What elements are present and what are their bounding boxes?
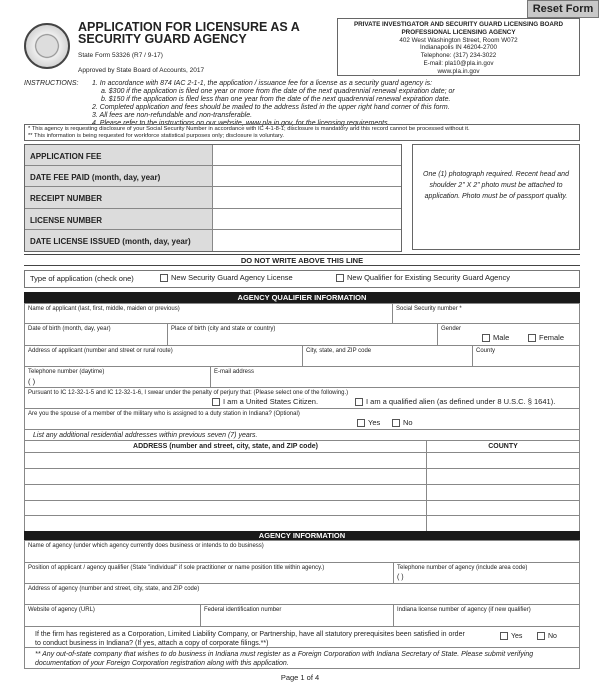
area-code-parens: ( )	[397, 574, 404, 581]
ssn-notice: * This agency is requesting disclosure of your Social Security Number in accordance with IC 4-1-8-1; disclosure is mandatory and this record cannot be processed without it.	[28, 126, 470, 132]
applicant-name-field[interactable]	[24, 303, 393, 324]
fee-label: DATE FEE PAID (month, day, year)	[25, 166, 213, 186]
new-license-label: New Security Guard Agency License	[171, 273, 293, 282]
prior-address-field[interactable]	[24, 484, 427, 501]
fee-label: RECEIPT NUMBER	[25, 187, 213, 207]
city-field[interactable]	[302, 345, 473, 367]
address-field[interactable]	[24, 345, 303, 367]
prior-county-field[interactable]	[426, 515, 580, 532]
instruction-item: 3. All fees are non-refundable and non-transferable.	[92, 112, 253, 119]
label: Website of agency (URL)	[28, 607, 95, 613]
form-title	[78, 21, 328, 77]
label: Female	[539, 333, 565, 342]
label: Place of birth (city and state or country)	[171, 326, 276, 332]
do-not-write-line: DO NOT WRITE ABOVE THIS LINE	[24, 254, 580, 266]
agency-name-field[interactable]	[24, 540, 580, 563]
position-field[interactable]	[24, 562, 394, 584]
alien-checkbox[interactable]	[355, 398, 363, 406]
page-number: Page 1 of 4	[280, 673, 320, 682]
prior-address-field[interactable]	[24, 468, 427, 485]
corp-no-checkbox[interactable]	[537, 632, 545, 640]
fee-label: APPLICATION FEE	[25, 145, 213, 165]
type-label: Type of application (check one)	[30, 274, 134, 283]
instruction-item: a. $300 if the application is filed one year or more from the date of the next quadrennial renewal expiration date; or	[101, 88, 455, 95]
label: No	[403, 418, 413, 427]
new-qualifier-label: New Qualifier for Existing Security Guard Agency	[347, 273, 510, 282]
new-license-checkbox[interactable]	[160, 274, 168, 282]
label: No	[548, 632, 557, 640]
label: Yes	[511, 632, 523, 640]
foreign-corporation-note: ** Any out-of-state company that wishes to do business in Indiana must register as a Foreign Corporation with Indiana Secretary of State. Please submit verifying documentation of your Foreign Corporation registration along with this application.	[24, 647, 580, 669]
corp-yes-checkbox[interactable]	[500, 632, 508, 640]
label: County	[476, 348, 496, 354]
prior-address-field[interactable]	[24, 500, 427, 516]
telephone: Telephone: (317) 234-3022	[420, 52, 497, 60]
label: Address of agency (number and street, city, state, and ZIP code)	[28, 586, 200, 592]
city: Indianapolis IN 46204-2700	[419, 44, 498, 52]
label: Gender	[441, 326, 462, 332]
phone-field[interactable]	[24, 366, 211, 388]
fee-label: DATE LICENSE ISSUED (month, day, year)	[25, 230, 213, 251]
title-text: APPLICATION FOR LICENSURE AS A SECURITY GUARD AGENCY	[78, 20, 300, 46]
prior-county-field[interactable]	[426, 484, 580, 501]
label: E-mail address	[214, 369, 255, 375]
county-field[interactable]	[472, 345, 580, 367]
prior-county-field[interactable]	[426, 500, 580, 516]
fee-label: LICENSE NUMBER	[25, 209, 213, 229]
approved-text: Approved by State Board of Accounts, 2017	[78, 67, 205, 74]
label: Date of birth (month, day, year)	[28, 326, 111, 332]
label: Social Security number *	[396, 306, 462, 312]
new-qualifier-checkbox[interactable]	[336, 274, 344, 282]
prior-county-field[interactable]	[426, 452, 580, 469]
prior-address-field[interactable]	[24, 515, 427, 532]
receipt-number-field[interactable]	[213, 187, 401, 207]
label: Position of applicant / agency qualifier (State "individual" if sole practitioner or name position title within agency.)	[28, 565, 325, 571]
military-spouse-row	[24, 408, 580, 430]
agency-phone-field[interactable]	[393, 562, 580, 584]
application-fee-field[interactable]	[213, 145, 401, 165]
county-column-header: COUNTY	[426, 440, 580, 453]
additional-addresses-label: List any additional residential addresses within previous seven (7) years.	[24, 429, 580, 441]
spouse-yes-checkbox[interactable]	[357, 419, 365, 427]
label: City, state, and ZIP code	[306, 348, 372, 354]
email: E-mail: pla10@pla.in.gov	[423, 59, 494, 67]
board-name: PRIVATE INVESTIGATOR AND SECURITY GUARD LICENSING BOARD	[353, 21, 564, 28]
license-number-field[interactable]	[213, 209, 401, 229]
agency-info-header: AGENCY INFORMATION	[24, 531, 580, 541]
date-license-issued-field[interactable]	[213, 230, 401, 251]
agency-address-box	[337, 18, 580, 76]
instructions-list	[92, 80, 582, 128]
fein-field[interactable]	[200, 604, 394, 627]
website-field[interactable]	[24, 604, 201, 627]
ssn-field[interactable]	[392, 303, 580, 324]
male-checkbox[interactable]	[482, 334, 490, 342]
prior-county-field[interactable]	[426, 468, 580, 485]
instruction-item: 4. Please refer to the instructions on our website, www.pla.in.gov, for the licensing requirements.	[92, 120, 390, 127]
citizen-checkbox[interactable]	[212, 398, 220, 406]
statistical-notice: ** This information is being requested for workforce statistical purposes only; disclosure is voluntary.	[28, 133, 284, 139]
label: I am a qualified alien (as defined under 8 U.S.C. § 1641).	[366, 397, 556, 406]
street: 402 West Washington Street, Room W072	[399, 36, 518, 44]
indiana-license-field[interactable]	[393, 604, 580, 627]
office-use-table	[24, 144, 402, 252]
photo-box[interactable]: One (1) photograph required. Recent head and shoulder 2" X 2" photo must be attached to application. Photo must be of passport quality.	[412, 144, 580, 250]
disclosure-notice	[24, 124, 580, 141]
label: Address of applicant (number and street or rural route)	[28, 348, 173, 354]
spouse-no-checkbox[interactable]	[392, 419, 400, 427]
qualifier-header: AGENCY QUALIFIER INFORMATION	[24, 292, 580, 303]
label: Telephone number of agency (include area code)	[397, 565, 528, 571]
state-form-number: State Form 53326 (R7 / 9-17)	[78, 52, 163, 59]
label: Pursuant to IC 12-32-1-5 and IC 12-32-1-6, I swear under the penalty of perjury that: (Please select one of the following.)	[28, 390, 349, 396]
website: www.pla.in.gov	[437, 67, 480, 75]
email-field[interactable]	[210, 366, 580, 388]
label: I am a United States Citizen.	[223, 397, 319, 406]
agency-name: PROFESSIONAL LICENSING AGENCY	[401, 28, 516, 36]
dob-field[interactable]	[24, 323, 168, 346]
instructions-label: INSTRUCTIONS:	[24, 80, 79, 87]
label: Indiana license number of agency (if new qualifier)	[397, 607, 531, 613]
area-code-parens: ( )	[28, 377, 36, 386]
label: Yes	[368, 418, 381, 427]
label: Male	[493, 333, 510, 342]
prior-address-field[interactable]	[24, 452, 427, 469]
label: Name of agency (under which agency currently does business or intends to do business)	[28, 543, 264, 549]
state-seal-logo	[24, 23, 70, 69]
instruction-item: 2. Completed application and fees should be mailed to the address listed in the upper right hand corner of this form.	[92, 104, 450, 111]
instruction-item: 1. In accordance with 874 IAC 2-1-1, the application / issuance fee for a license as a security guard agency is:	[92, 80, 433, 87]
label: Are you the spouse of a member of the military who is assigned to a duty station in Indiana? (Optional)	[28, 411, 300, 417]
label: Name of applicant (last, first, middle, maiden or previous)	[28, 306, 180, 312]
pob-field[interactable]	[167, 323, 438, 346]
label: Telephone number (daytime)	[28, 369, 105, 375]
corporation-row	[24, 626, 580, 648]
agency-address-field[interactable]	[24, 583, 580, 605]
date-fee-paid-field[interactable]	[213, 166, 401, 186]
label: If the firm has registered as a Corporation, Limited Liability Company, or Partnership, have all statutory prerequisites been satisfied in order to conduct business in Indiana? (If yes, attach a copy of corporate filings.**)	[35, 631, 465, 647]
female-checkbox[interactable]	[528, 334, 536, 342]
instruction-item: b. $150 if the application is filed less than one year from the date of the next quadrennial renewal expiration date.	[101, 96, 451, 103]
address-column-header: ADDRESS (number and street, city, state, and ZIP code)	[24, 440, 427, 453]
label: Federal identification number	[204, 607, 282, 613]
reset-form-button[interactable]: Reset Form	[527, 0, 599, 18]
